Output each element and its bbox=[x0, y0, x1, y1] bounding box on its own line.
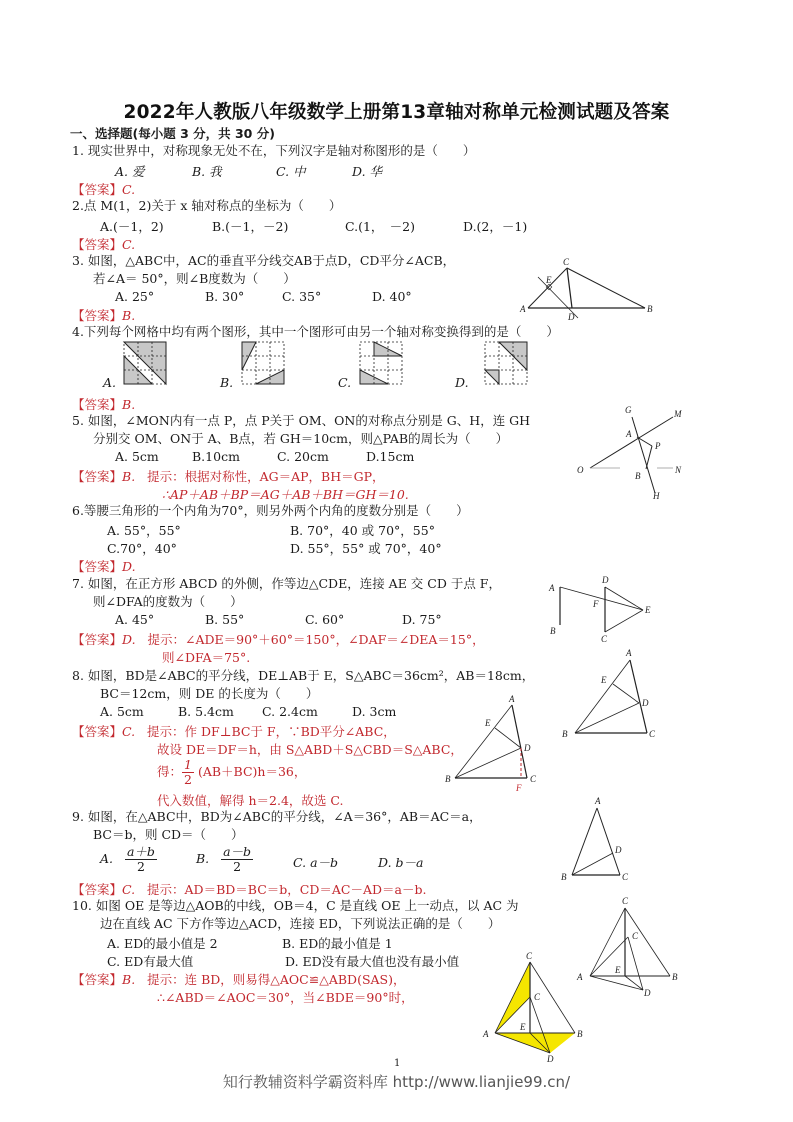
q4-grid-b bbox=[242, 342, 286, 386]
q3-option-a: A. 25° bbox=[115, 289, 155, 304]
question-2-stem: 2.点 M(1，2)关于 x 轴对称点的坐标为（ ） bbox=[72, 198, 342, 213]
question-10-stem-1: 10. 如图 OE 是等边△AOB的中线，OB＝4，C 是直线 OE 上一动点，以 AC 为 bbox=[72, 898, 519, 913]
svg-text:A: A bbox=[549, 583, 555, 593]
question-4-stem: 4.下列每个网格中均有两个图形，其中一个图形可由另一个轴对称变换得到的是（ ） bbox=[72, 324, 559, 339]
q6-option-b: B. 70°，40 或 70°，55° bbox=[290, 523, 435, 538]
q4-option-d: D. bbox=[455, 375, 469, 390]
svg-text:A: A bbox=[509, 694, 515, 704]
q8-hint-2: 故设 DE＝DF＝h，由 S△ABD＋S△CBD＝S△ABC， bbox=[157, 742, 463, 757]
q4-grid-a bbox=[124, 342, 168, 386]
svg-text:A: A bbox=[483, 1029, 489, 1039]
q2-option-c: C.(1， －2) bbox=[345, 219, 416, 234]
q7-answer: 【答案】D. 提示：∠ADE＝90°＋60°＝150°，∠DAF＝∠DEA＝15°， bbox=[72, 632, 485, 647]
q10-option-a: A. ED的最小值是 2 bbox=[107, 936, 218, 951]
svg-text:E: E bbox=[645, 605, 651, 615]
svg-text:D: D bbox=[615, 845, 622, 855]
svg-text:O: O bbox=[577, 465, 584, 475]
q6-option-d: D. 55°，55° 或 70°，40° bbox=[290, 541, 442, 556]
q5-option-a: A. 5cm bbox=[115, 449, 159, 464]
q9-option-c: C. a－b bbox=[293, 855, 339, 870]
svg-text:D: D bbox=[644, 988, 651, 998]
q6-option-a: A. 55°，55° bbox=[107, 523, 181, 538]
question-8-stem-2: BC＝12cm，则 DE 的长度为（ ） bbox=[100, 686, 319, 701]
question-6-stem: 6.等腰三角形的一个内角为70°，则另外两个内角的度数分别是（ ） bbox=[72, 503, 469, 518]
q9-option-a-fraction: $\frac{a+b}{2}$ bbox=[126, 844, 155, 874]
svg-text:F: F bbox=[516, 783, 522, 793]
footer-watermark: 知行教辅资料学霸资料库 http://www.lianjie99.cn/ bbox=[222, 1073, 571, 1091]
svg-text:E: E bbox=[601, 675, 607, 685]
svg-text:A: A bbox=[520, 304, 526, 314]
q9-answer: 【答案】C. 提示：AD＝BD＝BC＝b，CD＝AC－AD＝a－b. bbox=[72, 882, 427, 897]
svg-text:B: B bbox=[577, 1029, 583, 1039]
q5-option-c: C. 20cm bbox=[277, 449, 329, 464]
q4-option-c: C. bbox=[338, 375, 352, 390]
q4-answer: 【答案】B. bbox=[72, 397, 136, 412]
question-9-stem-2: BC＝b，则 CD＝（ ） bbox=[93, 827, 244, 842]
q7-hint-2: 则∠DFA＝75°. bbox=[162, 650, 251, 665]
q3-answer: 【答案】B. bbox=[72, 308, 136, 323]
svg-text:B: B bbox=[561, 872, 567, 882]
svg-text:B: B bbox=[445, 774, 451, 784]
q9-option-d: D. b－a bbox=[378, 855, 424, 870]
q5-angle-figure bbox=[575, 403, 695, 501]
svg-text:A: A bbox=[626, 648, 632, 658]
q7-option-c: C. 60° bbox=[305, 612, 345, 627]
svg-text:C: C bbox=[622, 896, 629, 906]
q9-option-a: A. $\frac{a+b}{2}$ bbox=[100, 844, 155, 874]
q2-answer: 【答案】C. bbox=[72, 237, 136, 252]
q8-option-c: C. 2.4cm bbox=[262, 704, 318, 719]
q2-option-d: D.(2，－1) bbox=[463, 219, 528, 234]
q8-hint-4: 代入数值，解得 h＝2.4，故选 C. bbox=[157, 793, 344, 808]
q8-hint-3: 得： $\frac{1}{2}$ (AB＋BC)h＝36， bbox=[157, 757, 307, 787]
svg-text:P: P bbox=[655, 441, 661, 451]
q10-option-c: C. ED有最大值 bbox=[107, 954, 194, 969]
q5-option-d: D.15cm bbox=[366, 449, 415, 464]
section-heading: 一、选择题(每小题 3 分，共 30 分) bbox=[70, 126, 275, 141]
q7-option-b: B. 55° bbox=[205, 612, 245, 627]
q4-grid-c bbox=[360, 342, 404, 386]
svg-text:D: D bbox=[602, 575, 609, 585]
q8-option-a: A. 5cm bbox=[100, 704, 144, 719]
question-5-stem-1: 5. 如图，∠MON内有一点 P，点 P关于 OM、ON的对称点分别是 G、H，连 GH bbox=[72, 413, 531, 428]
q7-square-figure bbox=[545, 570, 665, 645]
question-8-stem-1: 8. 如图，BD是∠ABC的平分线，DE⊥AB于 E，S△ABC＝36cm²，AB＝18cm， bbox=[72, 668, 535, 683]
q2-option-a: A.(－1，2) bbox=[100, 219, 164, 234]
svg-text:C: C bbox=[632, 931, 639, 941]
q6-option-c: C.70°，40° bbox=[107, 541, 177, 556]
q3-triangle-figure bbox=[520, 255, 660, 320]
svg-text:A: A bbox=[577, 972, 583, 982]
svg-text:E: E bbox=[485, 718, 491, 728]
q7-option-d: D. 75° bbox=[402, 612, 442, 627]
svg-text:H: H bbox=[653, 491, 660, 501]
q1-option-d: D. 华 bbox=[352, 164, 383, 179]
svg-text:E: E bbox=[546, 275, 552, 285]
svg-text:C: C bbox=[649, 729, 656, 739]
svg-text:D: D bbox=[568, 312, 575, 322]
svg-text:B: B bbox=[647, 304, 653, 314]
svg-text:B: B bbox=[562, 729, 568, 739]
page-number: 1 bbox=[394, 1058, 401, 1069]
svg-text:C: C bbox=[563, 257, 570, 267]
q4-grid-d bbox=[485, 342, 529, 386]
q5-answer: 【答案】B. 提示：根据对称性，AG＝AP，BH＝GP， bbox=[72, 469, 385, 484]
q1-option-c: C. 中 bbox=[276, 164, 306, 179]
q3-option-b: B. 30° bbox=[205, 289, 245, 304]
question-9-stem-1: 9. 如图，在△ABC中，BD为∠ABC的平分线，∠A＝36°，AB＝AC＝a， bbox=[72, 809, 482, 824]
svg-text:D: D bbox=[642, 698, 649, 708]
q10-option-b: B. ED的最小值是 1 bbox=[282, 936, 393, 951]
q9-triangle-figure bbox=[555, 790, 645, 885]
q8-figure-hint bbox=[440, 695, 555, 795]
svg-text:C: C bbox=[622, 872, 629, 882]
svg-text:E: E bbox=[615, 965, 621, 975]
svg-text:N: N bbox=[675, 465, 682, 475]
svg-text:M: M bbox=[674, 409, 682, 419]
svg-text:C: C bbox=[530, 774, 537, 784]
q6-answer: 【答案】D. bbox=[72, 559, 136, 574]
question-7-stem-1: 7. 如图，在正方形 ABCD 的外侧，作等边△CDE，连接 AE 交 CD 于点 F， bbox=[72, 576, 501, 591]
svg-text:G: G bbox=[625, 405, 632, 415]
question-3-stem-1: 3. 如图，△ABC中，AC的垂直平分线交AB于点D，CD平分∠ACB， bbox=[72, 253, 456, 268]
q10-answer: 【答案】B. 提示：连 BD，则易得△AOC≌△ABD(SAS)， bbox=[72, 972, 406, 987]
q1-answer: 【答案】C. bbox=[72, 182, 136, 197]
q1-option-a: A. 爱 bbox=[115, 164, 145, 179]
q8-answer: 【答案】C. 提示：作 DF⊥BC于 F，∵BD平分∠ABC， bbox=[72, 724, 396, 739]
question-5-stem-2: 分别交 OM、ON于 A、B点，若 GH＝10cm，则△PAB的周长为（ ） bbox=[93, 431, 509, 446]
q1-option-b: B. 我 bbox=[192, 164, 222, 179]
q2-option-b: B.(－1，－2) bbox=[212, 219, 289, 234]
q4-option-a: A. bbox=[103, 375, 117, 390]
q4-option-b: B. bbox=[220, 375, 234, 390]
svg-text:A: A bbox=[595, 796, 601, 806]
svg-text:B: B bbox=[550, 626, 556, 636]
q8-option-b: B. 5.4cm bbox=[178, 704, 234, 719]
svg-text:C: C bbox=[526, 951, 533, 961]
svg-text:F: F bbox=[593, 599, 599, 609]
q3-option-c: C. 35° bbox=[282, 289, 322, 304]
question-10-stem-2: 边在直线 AC 下方作等边△ACD，连接 ED，下列说法正确的是（ ） bbox=[100, 916, 501, 931]
q8-figure-small bbox=[555, 648, 670, 743]
svg-text:C: C bbox=[534, 992, 541, 1002]
svg-text:D: D bbox=[524, 743, 531, 753]
q3-option-d: D. 40° bbox=[372, 289, 412, 304]
q10-option-d: D. ED没有最大值也没有最小值 bbox=[285, 954, 460, 969]
q8-hint-fraction: $\frac{1}{2}$ bbox=[184, 757, 192, 787]
q8-option-d: D. 3cm bbox=[352, 704, 397, 719]
q9-option-b-fraction: $\frac{a-b}{2}$ bbox=[223, 844, 252, 874]
q9-option-b: B. $\frac{a-b}{2}$ bbox=[196, 844, 252, 874]
svg-text:A: A bbox=[626, 429, 632, 439]
question-1-stem: 1. 现实世界中，对称现象无处不在，下列汉字是轴对称图形的是（ ） bbox=[72, 143, 476, 158]
question-7-stem-2: 则∠DFA的度数为（ ） bbox=[93, 594, 243, 609]
q5-option-b: B.10cm bbox=[192, 449, 240, 464]
q10-hint-2: ∴∠ABD＝∠AOC＝30°，当∠BDE＝90°时， bbox=[157, 990, 414, 1005]
svg-text:C: C bbox=[601, 634, 608, 644]
q10-hint-figure bbox=[475, 950, 590, 1065]
q5-hint-2: ∴AP＋AB＋BP＝AG＋AB＋BH＝GH＝10. bbox=[162, 487, 409, 502]
q7-option-a: A. 45° bbox=[115, 612, 155, 627]
question-3-stem-2: 若∠A＝ 50°，则∠B度数为（ ） bbox=[93, 271, 296, 286]
page-title: 2022年人教版八年级数学上册第13章轴对称单元检测试题及答案 bbox=[123, 102, 670, 123]
svg-text:E: E bbox=[520, 1022, 526, 1032]
svg-text:B: B bbox=[672, 972, 678, 982]
svg-text:D: D bbox=[547, 1054, 554, 1064]
svg-text:B: B bbox=[635, 471, 641, 481]
